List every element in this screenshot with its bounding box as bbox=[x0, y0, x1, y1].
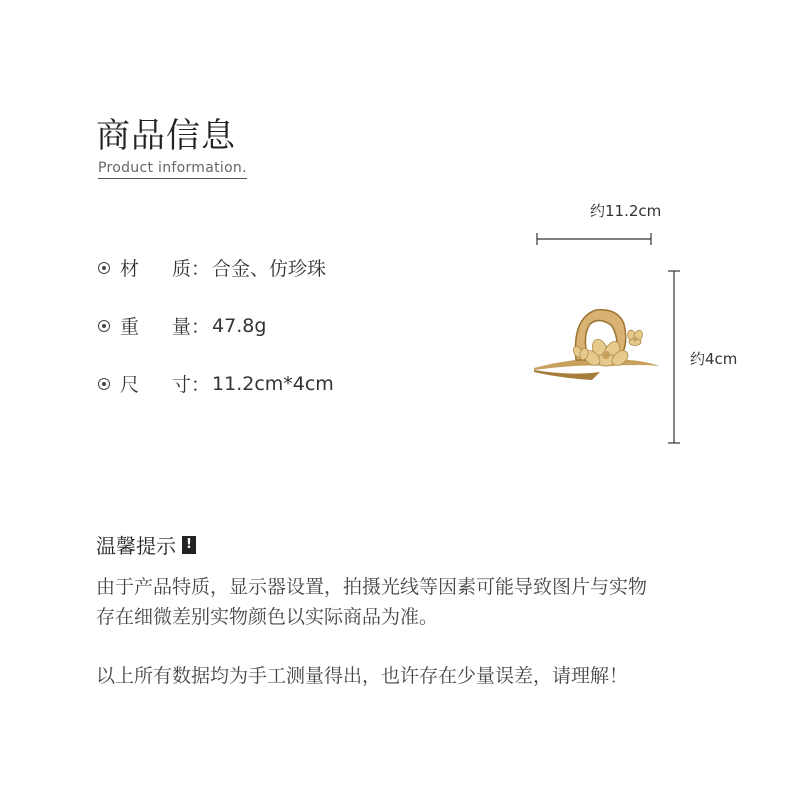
hair-claw-icon bbox=[534, 310, 660, 380]
bullet-icon bbox=[98, 262, 110, 274]
hair-claw-diagram bbox=[520, 190, 770, 460]
width-dimension-line bbox=[537, 233, 651, 245]
spec-value: 11.2cm*4cm bbox=[212, 372, 334, 395]
spec-key-second: 量： bbox=[172, 316, 211, 338]
product-illustration bbox=[520, 190, 770, 460]
tips-title: 温馨提示 bbox=[96, 534, 176, 558]
spec-key-second: 质： bbox=[172, 258, 211, 280]
bullet-icon bbox=[98, 378, 110, 390]
spec-value: 合金、仿珍珠 bbox=[212, 258, 327, 280]
page-subtitle: Product information. bbox=[98, 160, 247, 179]
tips-line-2: 存在细微差别实物颜色以实际商品为准。 bbox=[96, 606, 439, 628]
page-title: 商品信息 bbox=[96, 116, 236, 156]
spec-material bbox=[98, 254, 326, 281]
tips-line-1: 由于产品特质，显示器设置，拍摄光线等因素可能导致图片与实物 bbox=[96, 576, 648, 598]
spec-key-first: 重 bbox=[120, 316, 140, 338]
exclamation-icon: ! bbox=[182, 536, 196, 554]
bullet-icon bbox=[98, 320, 110, 332]
spec-key-second: 寸： bbox=[172, 374, 211, 396]
tips-line-3: 以上所有数据均为手工测量得出，也许存在少量误差，请理解！ bbox=[96, 665, 629, 687]
spec-key-first: 材 bbox=[120, 258, 140, 280]
spec-value: 47.8g bbox=[212, 314, 267, 337]
spec-size bbox=[98, 370, 334, 397]
height-dimension-line bbox=[668, 271, 680, 443]
spec-weight bbox=[98, 312, 266, 339]
spec-key-first: 尺 bbox=[120, 374, 140, 396]
width-label: 约11.2cm bbox=[590, 202, 662, 220]
height-label: 约4cm bbox=[690, 350, 738, 368]
tips-heading bbox=[96, 530, 196, 559]
